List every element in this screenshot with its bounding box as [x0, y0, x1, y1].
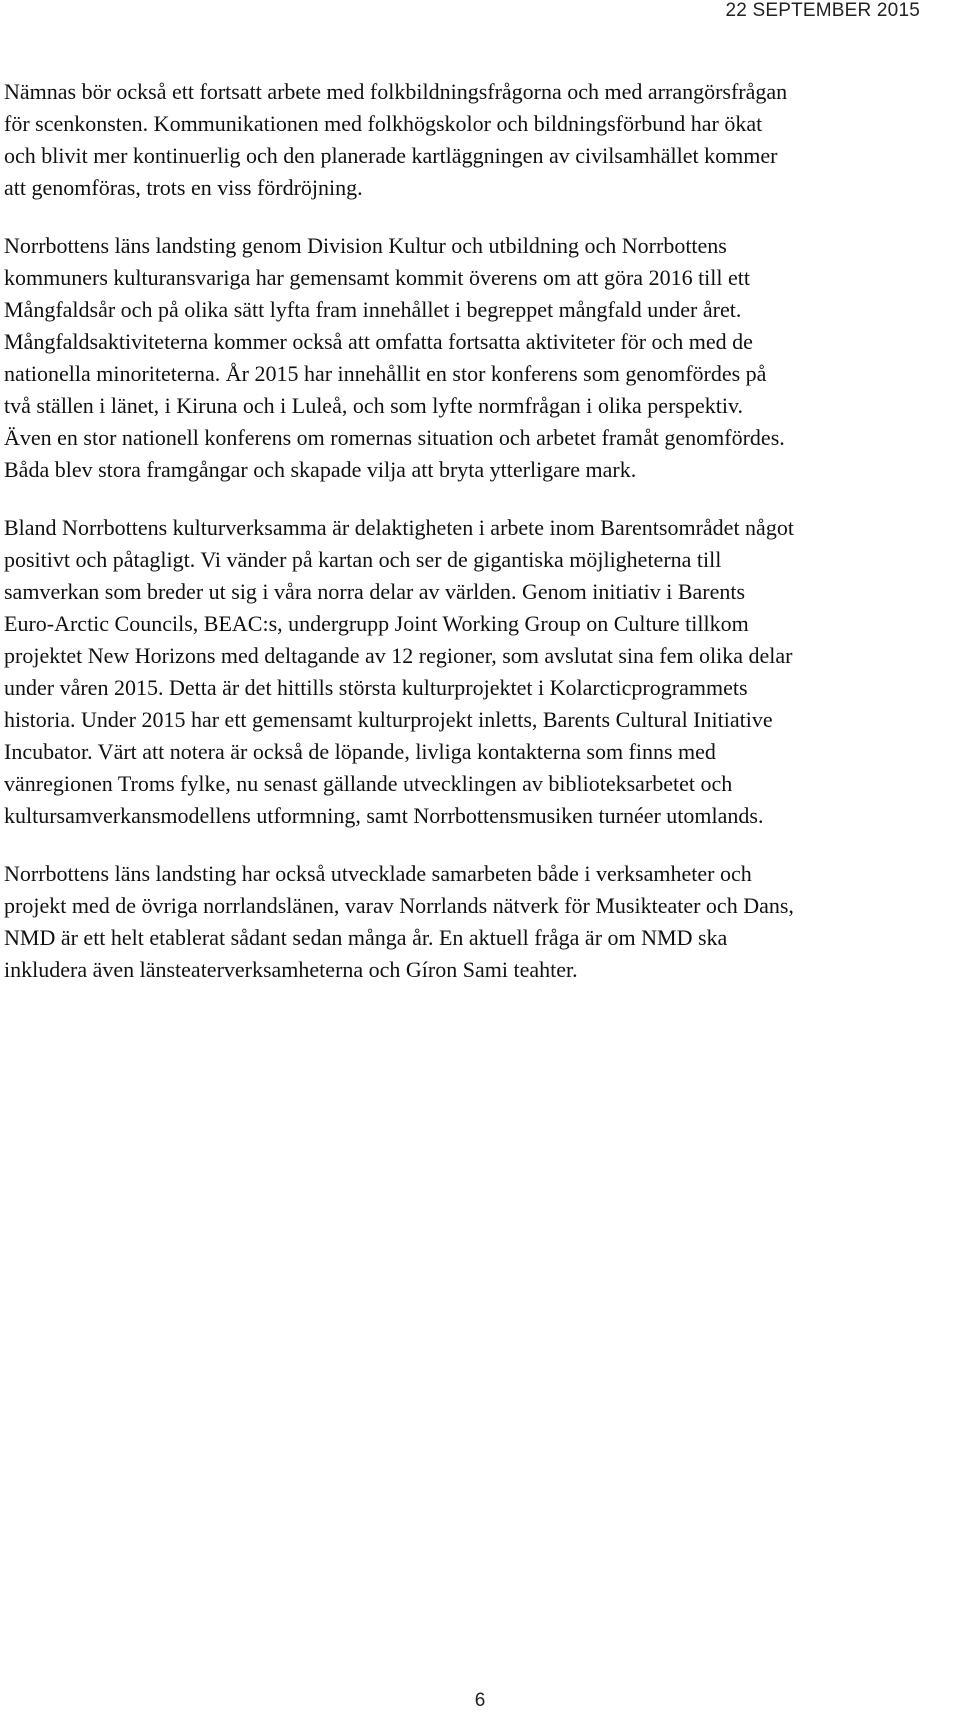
text-line: Mångfaldsår och på olika sätt lyfta fram innehållet i begreppet mångfald under året. — [4, 297, 742, 322]
text-line: Båda blev stora framgångar och skapade vilja att bryta ytterligare mark. — [4, 457, 637, 482]
text-line: två ställen i länet, i Kiruna och i Luleå, och som lyfte normfrågan i olika perspektiv. — [4, 393, 744, 418]
text-line: Incubator. Värt att notera är också de löpande, livliga kontakterna som finns med — [4, 739, 716, 764]
document-body — [4, 76, 952, 1012]
text-line: Euro-Arctic Councils, BEAC:s, undergrupp Joint Working Group on Culture tillkom — [4, 611, 749, 636]
text-line: Norrbottens läns landsting genom Division Kultur och utbildning och Norrbottens — [4, 233, 727, 258]
text-line: positivt och påtagligt. Vi vänder på kartan och ser de gigantiska möjligheterna till — [4, 547, 722, 572]
text-line: och blivit mer kontinuerlig och den planerade kartläggningen av civilsamhället kommer — [4, 143, 778, 168]
text-line: inkludera även länsteaterverksamheterna och Gíron Sami teahter. — [4, 957, 578, 982]
text-line: Norrbottens läns landsting har också utvecklade samarbeten både i verksamheter och — [4, 861, 752, 886]
page-number: 6 — [474, 1690, 486, 1711]
text-line: att genomföras, trots en viss fördröjning. — [4, 175, 363, 200]
text-line: kommuners kulturansvariga har gemensamt kommit överens om att göra 2016 till ett — [4, 265, 751, 290]
text-line: Även en stor nationell konferens om romernas situation och arbetet framåt genomfördes. — [4, 425, 785, 450]
text-line: nationella minoriteterna. År 2015 har innehållit en stor konferens som genomfördes på — [4, 361, 767, 386]
paragraph-4 — [4, 858, 952, 986]
text-line: kultursamverkansmodellens utformning, samt Norrbottensmusiken turnéer utomlands. — [4, 803, 764, 828]
text-line: Bland Norrbottens kulturverksamma är delaktigheten i arbete inom Barentsområdet något — [4, 515, 794, 540]
text-line: NMD är ett helt etablerat sådant sedan många år. En aktuell fråga är om NMD ska — [4, 925, 728, 950]
paragraph-3 — [4, 512, 952, 832]
paragraph-1 — [4, 76, 952, 204]
text-line: under våren 2015. Detta är det hittills största kulturprojektet i Kolarcticprogrammets — [4, 675, 748, 700]
paragraph-2 — [4, 230, 952, 486]
text-line: historia. Under 2015 har ett gemensamt kulturprojekt inletts, Barents Cultural Initiative — [4, 707, 773, 732]
text-line: samverkan som breder ut sig i våra norra delar av världen. Genom initiativ i Barents — [4, 579, 746, 604]
text-line: Mångfaldsaktiviteterna kommer också att omfatta fortsatta aktiviteter för och med de — [4, 329, 753, 354]
text-line: vänregionen Troms fylke, nu senast gällande utvecklingen av biblioteksarbetet och — [4, 771, 733, 796]
text-line: projektet New Horizons med deltagande av 12 regioner, som avslutat sina fem olika delar — [4, 643, 793, 668]
header-date: 22 SEPTEMBER 2015 — [725, 0, 920, 21]
text-line: projekt med de övriga norrlandslänen, varav Norrlands nätverk för Musikteater och Dans, — [4, 893, 794, 918]
text-line: för scenkonsten. Kommunikationen med folkhögskolor och bildningsförbund har ökat — [4, 111, 763, 136]
text-line: Nämnas bör också ett fortsatt arbete med folkbildningsfrågorna och med arrangörsfrågan — [4, 79, 788, 104]
